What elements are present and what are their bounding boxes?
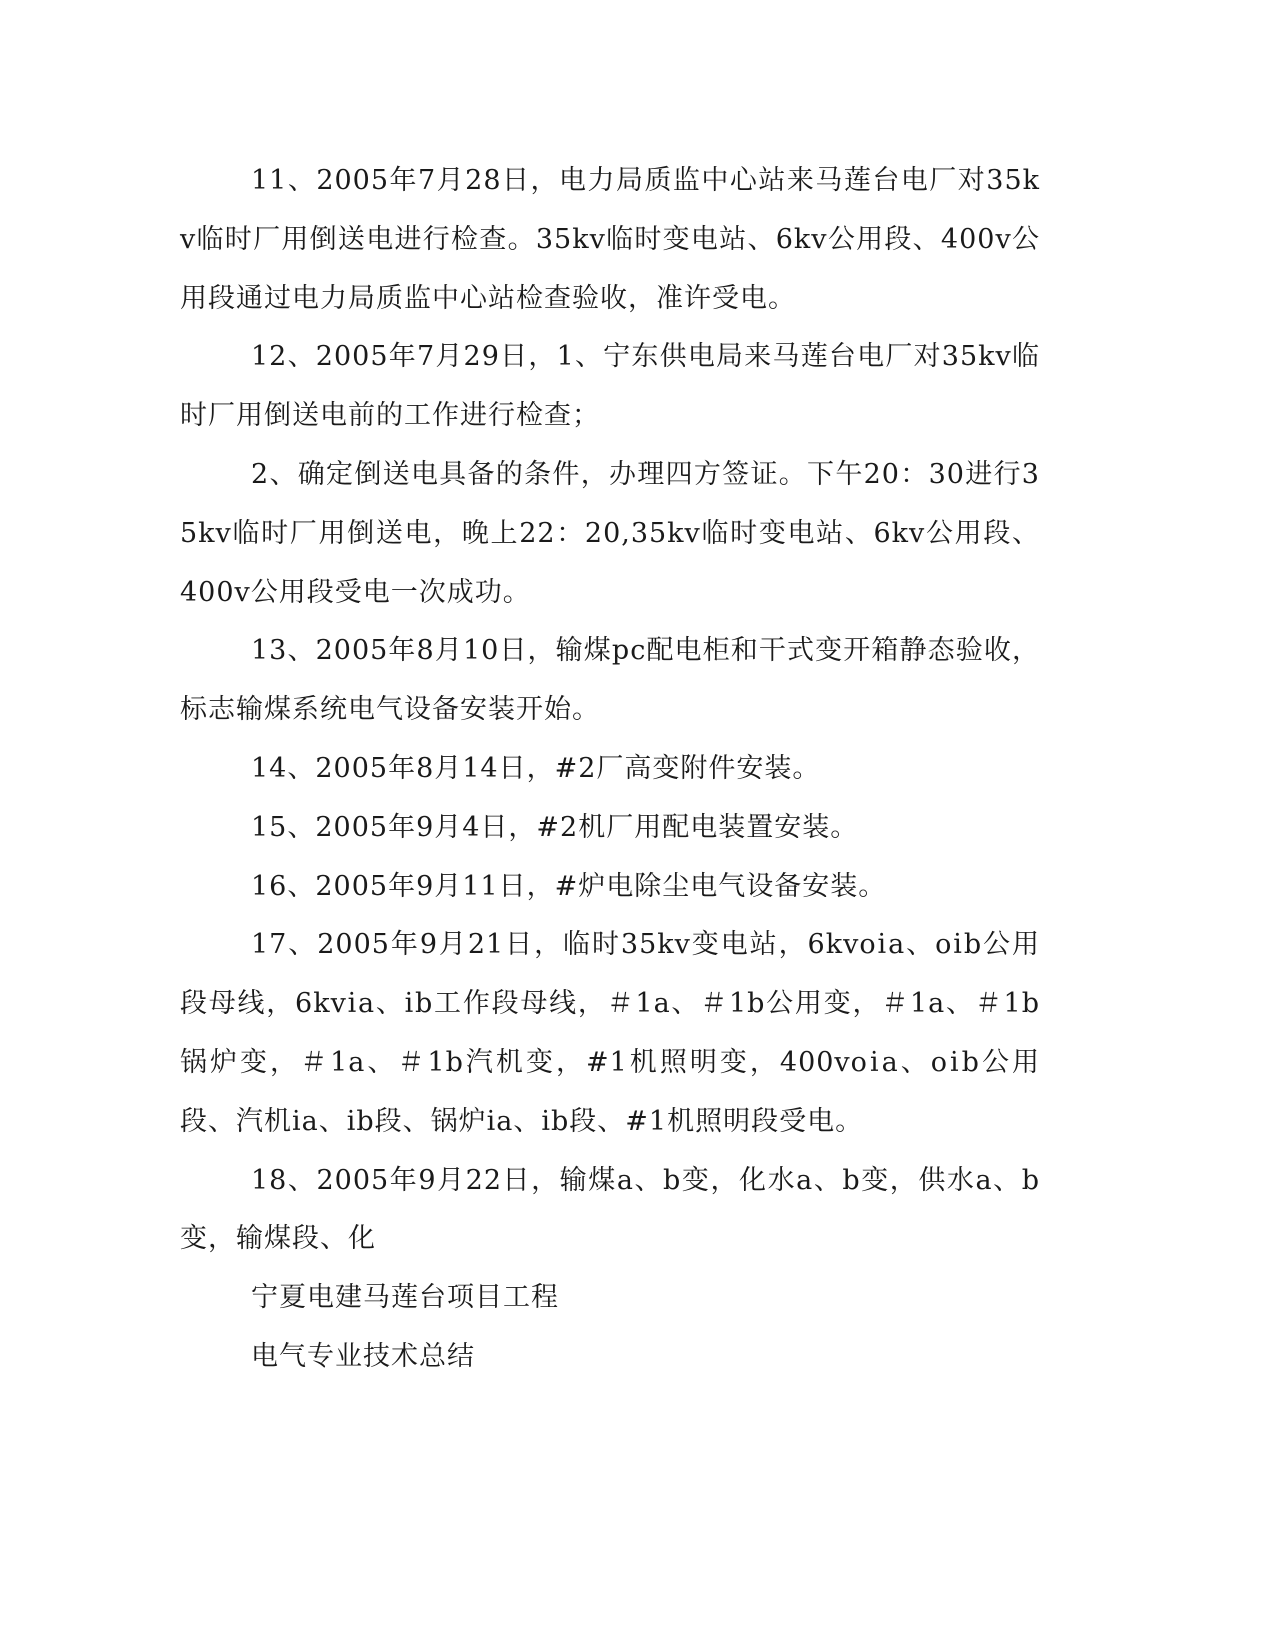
paragraph-item-15: 15、2005年9月4日，#2机厂用配电装置安装。 <box>251 811 859 843</box>
document-page <box>180 152 1040 1387</box>
project-title-line: 宁夏电建马莲台项目工程 <box>251 1282 559 1314</box>
paragraph-item-12-sub2: 2、确定倒送电具备的条件，办理四方签证。下午20：30进行35kv临时厂用倒送电，晚上22：20,35kv临时变电站、6kv公用段、400v公用段受电一次成功。 <box>180 458 1040 608</box>
summary-title-line: 电气专业技术总结 <box>251 1340 475 1372</box>
paragraph-item-17: 17、2005年9月21日，临时35kv变电站，6kvoⅰa、oⅰb公用段母线，6kvⅰa、ⅰb工作段母线，＃1a、＃1b公用变，＃1a、＃1b锅炉变，＃1a、＃1b汽机变，#1机照明变，400voⅰa、oⅰb公用段、汽机ⅰa、ⅰb段、锅炉ⅰa、ⅰb段、#1机照明段受电。 <box>180 929 1040 1137</box>
paragraph-item-18: 18、2005年9月22日，输煤a、b变，化水a、b变，供水a、b变，输煤段、化 <box>180 1164 1040 1255</box>
paragraph-item-12: 12、2005年7月29日，1、宁东供电局来马莲台电厂对35kv临时厂用倒送电前的工作进行检查； <box>180 341 1040 432</box>
paragraph-item-13: 13、2005年8月10日，输煤pc配电柜和干式变开箱静态验收，标志输煤系统电气设备安装开始。 <box>180 635 1040 726</box>
paragraph-item-11: 11、2005年7月28日，电力局质监中心站来马莲台电厂对35kv临时厂用倒送电进行检查。35kv临时变电站、6kv公用段、400v公用段通过电力局质监中心站检查验收，准许受电。 <box>180 165 1040 314</box>
paragraph-item-16: 16、2005年9月11日，#炉电除尘电气设备安装。 <box>251 870 887 902</box>
paragraph-item-14: 14、2005年8月14日，#2厂高变附件安装。 <box>251 752 821 784</box>
